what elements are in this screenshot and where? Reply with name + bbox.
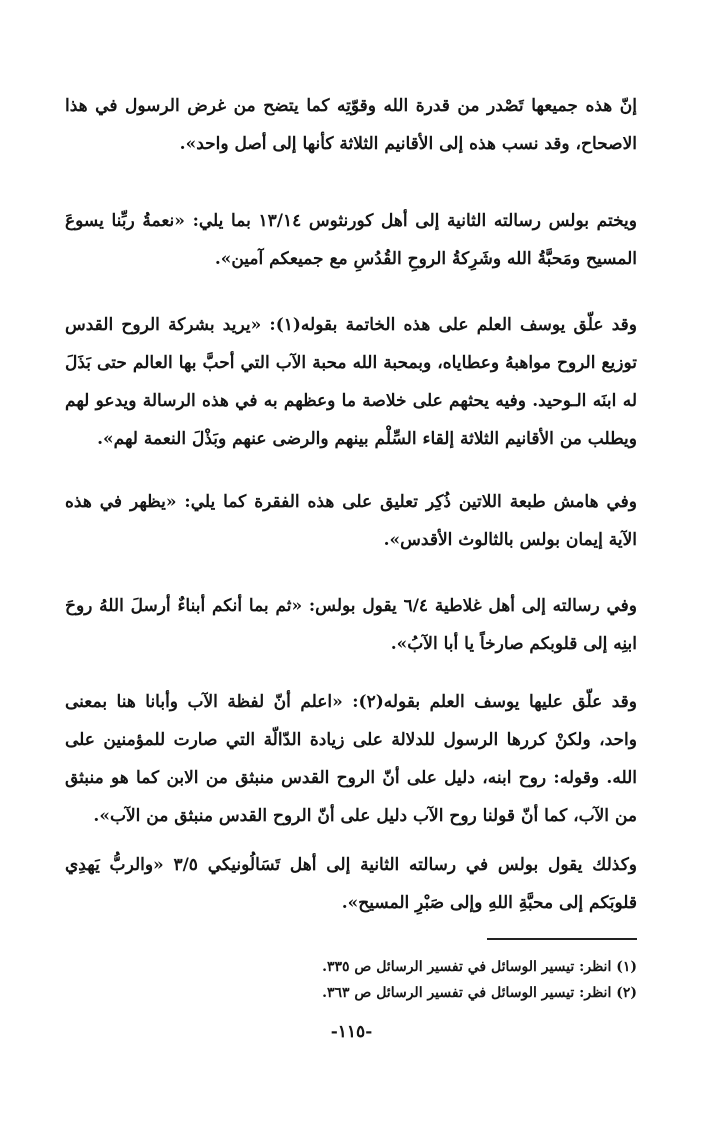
paragraph-7: وكذلك يقول بولس في رسالته الثانية إلى أهل تَسَالُونيكي ٣/٥ «والربُّ يَهدِي قلوبَكم إلى محبَّةِ اللهِ وإلى صَبْرِ المسيح». (65, 855, 637, 913)
paragraph-2: ويختم بولس رسالته الثانية إلى أهل كورنثوس ١٣/١٤ بما يلي: «نعمةُ ربِّنا يسوعَ المسيح ومَحبَّةُ الله وشَرِكةُ الروحِ القُدُسِ مع جميعكم آمين». (65, 211, 638, 269)
paragraph-1: إنّ هذه جميعها تَصْدر من قدرة الله وقوّتِه كما يتضح من غرض الرسول في هذا الاصحاح، وقد نسب هذه إلى الأقانيم الثلاثة كأنها إلى أصل واحد». (65, 96, 637, 154)
paragraph-3: وقد علّق يوسف العلم على هذه الخاتمة بقوله(١): «يريد بشركة الروح القدس توزيع الروح مواهبهُ وعطاياه، وبمحبة الله محبة الآب التي أحبَّ بها العالم حتى بَذَلَ له ابنَه الـوحيد. وفيه يحثهم على خلاصة ما وعظهم به في هذه الرسالة ويدعو لهم ويطلب من الأقانيم الثلاثة إلقاء السِّلْم بينهم والرضى عنهم وبَذْلَ النعمة لهم». (65, 315, 637, 449)
paragraph-6: وقد علّق عليها يوسف العلم بقوله(٢): «اعلم أنّ لفظة الآب وأبانا هنا بمعنى واحد، ولكنْ كررها الرسول للدلالة على زيادة الدّالّة التي صارت للمؤمنين على الله. وقوله: روح ابنه، دليل على أنّ الروح القدس منبثق من الابن كما هو منبثق من الآب، كما أنّ قولنا روح الآب دليل على أنّ الروح القدس منبثق من الآب». (65, 692, 637, 826)
page-number: -١١٥- (330, 1022, 373, 1042)
footnote-divider (487, 938, 637, 940)
footnote-2: (٢) انظر: تيسير الوسائل في تفسير الرسائل ص ٣٦٣. (322, 985, 637, 1001)
footnote-1: (١) انظر: تيسير الوسائل في تفسير الرسائل ص ٣٣٥. (322, 959, 637, 975)
paragraph-5: وفي رسالته إلى أهل غلاطية ٦/٤ يقول بولس: «ثم بما أنكم أبناءٌ أرسلَ اللهُ روحَ ابنِه إلى قلوبكم صارخاً يا أبا الآبُ». (65, 596, 637, 654)
paragraph-4: وفي هامش طبعة اللاتين ذُكِر تعليق على هذه الفقرة كما يلي: «يظهر في هذه الآية إيمان بولس بالثالوث الأقدس». (65, 492, 637, 550)
footnotes (65, 954, 637, 1006)
